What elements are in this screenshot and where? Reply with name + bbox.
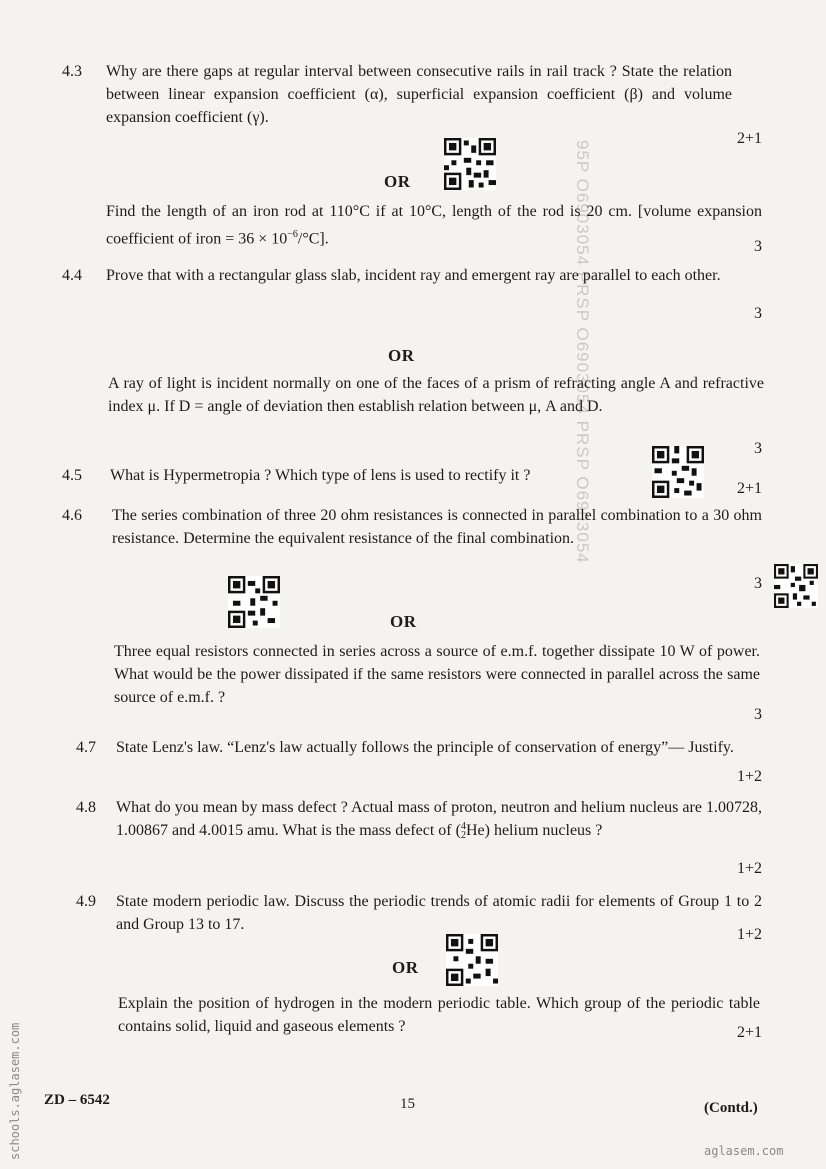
alt-marks: 3 xyxy=(754,706,762,723)
question-marks: 1+2 xyxy=(736,926,762,943)
question-number: 4.4 xyxy=(62,267,82,284)
question-4-9 xyxy=(76,890,762,936)
alt-marks: 3 xyxy=(754,238,762,255)
question-number: 4.8 xyxy=(76,799,96,816)
alt-text: Find the length of an iron rod at 110°C if at 10°C, length of the rod is 20 cm. [volume expansion coefficient of iron = 36 × 10 xyxy=(106,203,762,248)
question-text: Prove that with a rectangular glass slab, incident ray and emergent ray are parallel to each other. xyxy=(106,267,721,284)
question-number: 4.9 xyxy=(76,893,96,910)
watermark: 95P O6903054 PRSP O6903054 PRSP O6903054 xyxy=(573,140,592,564)
paper-code: ZD – 6542 xyxy=(44,1092,110,1108)
question-marks: 2+1 xyxy=(736,480,762,497)
question-4-3-alternative xyxy=(106,200,762,250)
question-text-part: He) helium nucleus ? xyxy=(465,822,603,839)
question-marks: 1+2 xyxy=(736,768,762,785)
question-4-6 xyxy=(62,504,762,550)
question-text-part: What do you mean by mass defect ? Actual mass of proton, neutron and helium nucleus are 1.00728, 1.00867 and 4.0015 amu. What is the mass defect of ( xyxy=(116,799,762,839)
alt-text-end: /°C]. xyxy=(297,230,329,248)
question-4-9-alternative: Explain the position of hydrogen in the modern periodic table. Which group of the periodic table contains solid, liquid and gaseous elements ? xyxy=(118,995,760,1035)
question-text: State Lenz's law. “Lenz's law actually follows the principle of conservation of energy”— Justify. xyxy=(116,739,734,756)
question-number: 4.6 xyxy=(62,507,82,524)
or-separator: OR xyxy=(392,958,419,977)
question-text: Why are there gaps at regular interval between consecutive rails in rail track ? State the relation between linear expansion coefficient (α), superficial expansion coefficient (β) and volume expansion coefficient (γ). xyxy=(106,63,732,126)
qr-code-icon xyxy=(652,446,704,498)
question-number: 4.5 xyxy=(62,467,82,484)
question-4-4 xyxy=(62,264,762,287)
question-text: State modern periodic law. Discuss the periodic trends of atomic radii for elements of Group 1 to 2 and Group 13 to 17. xyxy=(116,893,762,933)
question-4-3 xyxy=(62,60,762,129)
qr-code-icon xyxy=(228,576,280,628)
question-4-6-alternative: Three equal resistors connected in series across a source of e.m.f. together dissipate 10 W of power. What would be the power dissipated if the same resistors were connected in parallel across the same source of e.m.f. ? xyxy=(114,643,760,706)
or-separator: OR xyxy=(384,172,411,191)
question-number: 4.3 xyxy=(62,63,82,80)
question-4-7 xyxy=(76,736,762,759)
or-separator: OR xyxy=(390,612,417,631)
question-marks: 1+2 xyxy=(736,860,762,877)
question-marks: 3 xyxy=(754,305,762,322)
question-text xyxy=(116,796,762,842)
question-4-4-alternative: A ray of light is incident normally on one of the faces of a prism of refracting angle A and refractive index μ. If D = angle of deviation then establish relation between μ, A and D. xyxy=(108,375,764,415)
question-text: The series combination of three 20 ohm resistances is connected in parallel combination to a 30 ohm resistance. Determine the equivalent resistance of the final combination. xyxy=(112,507,762,547)
continued-label: (Contd.) xyxy=(704,1100,758,1116)
question-text: What is Hypermetropia ? Which type of lens is used to rectify it ? xyxy=(110,467,531,484)
qr-code-icon xyxy=(446,934,498,986)
side-site-label: schools.aglasem.com xyxy=(8,1022,22,1160)
question-4-8 xyxy=(76,796,762,842)
page-number: 15 xyxy=(400,1096,415,1112)
alt-marks: 2+1 xyxy=(736,1024,762,1041)
question-marks: 2+1 xyxy=(736,130,762,147)
site-label: aglasem.com xyxy=(704,1144,784,1158)
question-marks: 3 xyxy=(754,575,762,592)
alt-marks: 3 xyxy=(754,440,762,457)
or-separator: OR xyxy=(388,346,415,365)
alt-exponent: −6 xyxy=(287,229,298,240)
atomic-number: 2 xyxy=(460,830,466,842)
qr-code-icon xyxy=(774,564,818,608)
question-number: 4.7 xyxy=(76,739,96,756)
qr-code-icon xyxy=(444,138,496,190)
mass-number: 4 xyxy=(460,821,466,833)
